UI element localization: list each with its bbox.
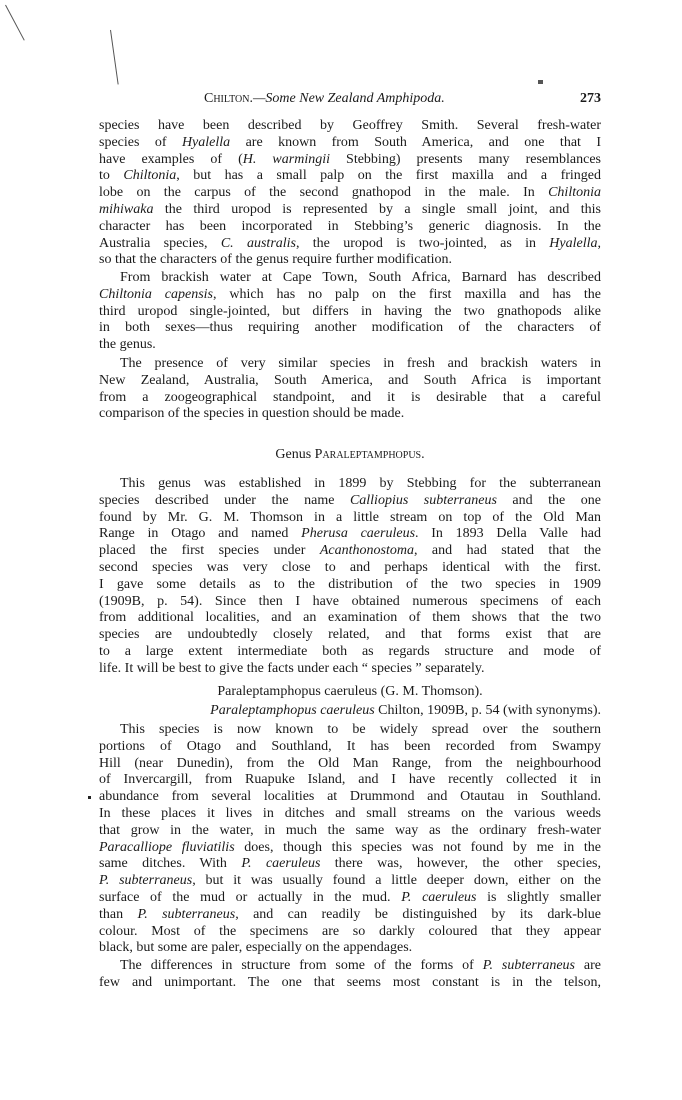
text-segment: (1909B, p. 54). Since then I have obtained numerous specimens of each	[99, 593, 601, 609]
text-segment: species are undoubtedly closely related, and that forms exist that are	[99, 627, 601, 643]
scan-pen-mark	[5, 5, 25, 41]
paragraph	[99, 356, 601, 423]
text-segment: few and unimportant. The one that seems most constant is in the telson,	[99, 974, 601, 990]
text-line	[99, 219, 601, 236]
running-header	[99, 90, 601, 110]
text-segment: This species is now known to be widely spread over the southern	[120, 722, 601, 737]
italic-taxon-text: P. subterraneus	[99, 873, 193, 889]
text-segment: From brackish water at Cape Town, South Africa, Barnard has described	[120, 270, 601, 285]
paragraph	[99, 118, 601, 269]
text-segment: species have been described by Geoffrey Smith. Several fresh-water	[99, 118, 601, 133]
text-segment: The differences in structure from some of the forms of	[120, 958, 483, 973]
italic-taxon-text: Calliopius subterraneus	[349, 492, 497, 508]
text-line	[99, 493, 601, 510]
text-line	[99, 337, 601, 354]
header-title	[204, 90, 445, 108]
text-segment: the third uropod is represented by a single small joint, and this	[153, 201, 601, 217]
text-segment: have examples of (	[99, 151, 243, 167]
text-segment: species of	[99, 134, 182, 150]
text-line	[99, 510, 601, 527]
text-line	[99, 958, 601, 975]
italic-taxon-text: Hyalella	[549, 235, 598, 251]
species-heading: Paraleptamphopus caeruleus (G. M. Thomson).	[217, 684, 483, 699]
species-citation	[99, 702, 601, 719]
section-heading-genus	[99, 446, 601, 463]
text-line	[99, 560, 601, 577]
paragraph	[99, 722, 601, 957]
text-line	[99, 185, 601, 202]
text-segment: the genus.	[99, 337, 156, 353]
text-segment: The presence of very similar species in fresh and brackish waters in	[120, 356, 601, 371]
text-line	[99, 806, 601, 823]
text-segment: from additional localities, and an examination of them shows that the two	[99, 610, 601, 626]
scan-pen-mark	[110, 30, 119, 85]
text-segment: are known from South America, and one that I	[230, 134, 601, 150]
text-line	[99, 118, 601, 135]
paragraph	[99, 958, 601, 992]
text-segment: Stebbing) presents many resemblances	[330, 151, 601, 167]
text-segment: Australia species,	[99, 235, 221, 251]
text-line	[99, 252, 601, 269]
italic-taxon-text: P. caeruleus	[241, 856, 321, 872]
text-line	[99, 644, 601, 661]
text-line	[99, 873, 601, 890]
text-line	[99, 823, 601, 840]
text-line	[99, 476, 601, 493]
paragraph	[99, 476, 601, 678]
text-segment: , which has no palp on the first maxilla and has the	[213, 286, 601, 302]
text-line	[99, 907, 601, 924]
text-segment: third uropod single-jointed, but differs in having the two gnathopods alike	[99, 303, 601, 319]
scan-speck	[88, 796, 91, 799]
text-segment: does, though this species was not found by me in the	[234, 839, 601, 855]
text-segment: , and can readily be distinguished by its dark-blue	[235, 906, 601, 922]
italic-taxon-text: H. warmingii	[242, 151, 330, 167]
text-segment: Hill (near Dunedin), from the Old Man Range, from the neighbourhood	[99, 755, 601, 771]
italic-taxon-text: Paracalliope fluviatilis	[99, 839, 235, 855]
text-segment: species described under the name	[99, 492, 350, 508]
text-line	[99, 772, 601, 789]
citation-rest: Chilton, 1909B, p. 54 (with synonyms).	[374, 703, 601, 718]
text-line	[99, 373, 601, 390]
text-segment: black, but some are paler, especially on the appendages.	[99, 940, 413, 956]
text-line	[99, 627, 601, 644]
text-segment: , but has a small palp on the first maxilla and a fringed	[176, 168, 601, 184]
text-line	[99, 890, 601, 907]
text-segment: , and had stated that the	[413, 543, 601, 559]
text-segment: colour. Most of the specimens are so darkly coloured that they appear	[99, 923, 601, 939]
text-segment: In these places it lives in ditches and small streams on the various weeds	[99, 805, 601, 821]
text-segment: same ditches. With	[99, 856, 242, 872]
italic-taxon-text: Chiltonia capensis	[99, 286, 214, 302]
text-line	[99, 661, 601, 678]
text-line	[99, 152, 601, 169]
text-line	[99, 526, 601, 543]
text-line	[99, 202, 601, 219]
scan-speck	[538, 80, 543, 84]
text-line	[99, 594, 601, 611]
text-segment: so that the characters of the genus require further modification.	[99, 252, 452, 268]
text-segment: I gave some details as to the distribution of the two species in 1909	[99, 576, 601, 592]
text-line	[99, 356, 601, 373]
italic-taxon-text: Chiltonia	[123, 168, 177, 184]
text-segment: This genus was established in 1899 by Stebbing for the subterranean	[120, 476, 601, 491]
text-segment: of Invercargill, from Ruapuke Island, and I have recently collected it in	[99, 772, 601, 788]
text-line	[99, 975, 601, 992]
text-segment: are	[575, 958, 601, 973]
text-segment: to a large extent intermediate both as regards structure and mode of	[99, 643, 601, 659]
text-segment: New Zealand, Australia, South America, and South Africa is important	[99, 372, 601, 388]
text-line	[99, 390, 601, 407]
text-segment: from a zoogeographical standpoint, and it is desirable that a careful	[99, 389, 601, 405]
text-segment: character has been incorporated in Stebbing’s generic diagnosis. In the	[99, 218, 601, 234]
italic-taxon-text: P. caeruleus	[401, 889, 477, 905]
text-line	[99, 270, 601, 287]
text-line	[99, 924, 601, 941]
text-segment: in both sexes—thus requiring another modification of the characters of	[99, 320, 601, 336]
text-line	[99, 840, 601, 857]
page-number: 273	[580, 91, 601, 106]
text-segment: Range in Otago and named	[99, 526, 302, 542]
heading-prefix: Genus	[275, 447, 315, 462]
italic-taxon-text: C. australis	[220, 235, 296, 251]
text-line	[99, 577, 601, 594]
text-line	[99, 168, 601, 185]
text-segment: surface of the mud or actually in the mud.	[99, 889, 402, 905]
text-line	[99, 320, 601, 337]
text-segment: portions of Otago and Southland, It has been recorded from Swampy	[99, 738, 601, 754]
text-segment: is slightly smaller	[476, 889, 601, 905]
text-line	[99, 236, 601, 253]
text-line	[99, 135, 601, 152]
italic-taxon-text: Hyalella	[181, 134, 231, 150]
text-line	[99, 722, 601, 739]
paragraph	[99, 270, 601, 354]
citation-name: Paraleptamphopus caeruleus	[210, 703, 375, 718]
text-line	[99, 856, 601, 873]
header-journal-title: —Some New Zealand Amphipoda.	[252, 91, 445, 106]
text-line	[99, 739, 601, 756]
text-segment: , but it was usually found a little deeper down, either on the	[192, 873, 601, 889]
heading-genus-name: Paraleptamphopus.	[314, 447, 425, 462]
italic-taxon-text: Acanthonostoma	[319, 543, 414, 559]
text-segment: . In 1893 Della Valle had	[415, 526, 601, 542]
text-segment: abundance from several localities at Drummond and Otautau in Southland.	[99, 789, 601, 805]
text-line	[99, 756, 601, 773]
text-line	[99, 304, 601, 321]
text-segment: and the one	[496, 492, 601, 508]
header-author: Chilton.	[204, 91, 253, 106]
text-segment: second species was very close to and perhaps identical with the first.	[99, 559, 601, 575]
text-segment: to	[99, 168, 124, 184]
text-line	[99, 789, 601, 806]
italic-taxon-text: Pherusa caeruleus	[301, 526, 416, 542]
text-segment: placed the first species under	[99, 543, 320, 559]
italic-taxon-text: Chiltonia	[548, 185, 601, 201]
text-segment: than	[99, 906, 138, 922]
text-segment: found by Mr. G. M. Thomson in a little stream on top of the Old Man	[99, 509, 601, 525]
text-segment: lobe on the carpus of the second gnathopod in the male. In	[99, 185, 549, 201]
text-line	[99, 543, 601, 560]
text-segment: , the uropod is two-jointed, as in	[296, 235, 550, 251]
text-line	[99, 406, 601, 423]
italic-taxon-text: P. subterraneus	[137, 906, 236, 922]
italic-taxon-text: P. subterraneus	[482, 958, 575, 973]
text-line	[99, 287, 601, 304]
text-line	[99, 940, 601, 957]
text-segment: ,	[597, 235, 601, 251]
text-segment: that grow in the water, in much the same way as the ordinary fresh-water	[99, 822, 601, 838]
text-line	[99, 610, 601, 627]
text-segment: life. It will be best to give the facts under each “ species ” separately.	[99, 660, 485, 676]
text-segment: comparison of the species in question should be made.	[99, 406, 405, 422]
text-segment: there was, however, the other species,	[320, 856, 601, 872]
italic-taxon-text: mihiwaka	[99, 201, 154, 217]
